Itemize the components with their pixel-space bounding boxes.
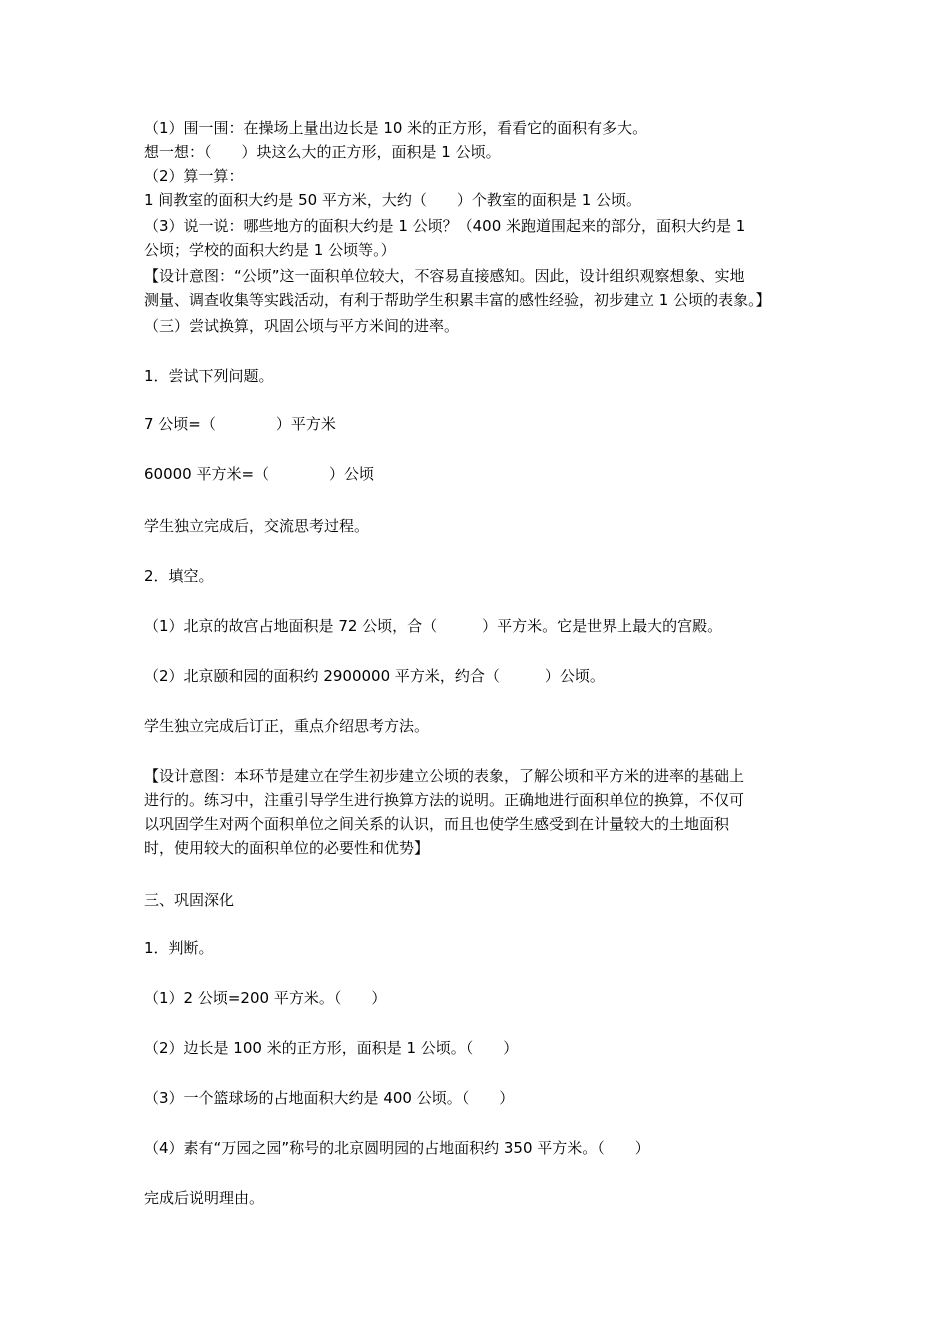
judge-title: 1．判断。 bbox=[144, 939, 214, 957]
calculate-heading: （2）算一算： bbox=[144, 167, 244, 185]
design-intent-2-line-4: 时，使用较大的面积单位的必要性和优势】 bbox=[144, 839, 430, 857]
activity-measure-line: （1）围一围：在操场上量出边长是 10 米的正方形，看看它的面积有多大。 bbox=[144, 119, 648, 137]
conversion-sqm-to-hectare: 60000 平方米=（ ）公顷 bbox=[144, 465, 375, 483]
fill-blank-summer-palace: （2）北京颐和园的面积约 2900000 平方米，约合（ ）公顷。 bbox=[144, 667, 605, 685]
design-intent-1-line-2: 测量、调查收集等实践活动，有利于帮助学生积累丰富的感性经验，初步建立 1 公顷的表象。】 bbox=[144, 291, 771, 309]
section-three-heading: （三）尝试换算，巩固公顷与平方米间的进率。 bbox=[144, 317, 460, 335]
try-problems-title: 1．尝试下列问题。 bbox=[144, 367, 274, 385]
judge-item-2: （2）边长是 100 米的正方形，面积是 1 公顷。（ ） bbox=[144, 1039, 519, 1057]
classroom-area-line: 1 间教室的面积大约是 50 平方米，大约（ ）个教室的面积是 1 公顷。 bbox=[144, 191, 642, 209]
fill-blank-palace: （1）北京的故宫占地面积是 72 公顷，合（ ）平方米。它是世界上最大的宫殿。 bbox=[144, 617, 723, 635]
design-intent-2-line-2: 进行的。练习中，注重引导学生进行换算方法的说明。正确地进行面积单位的换算，不仅可 bbox=[144, 791, 745, 809]
discuss-paragraph bbox=[144, 214, 812, 262]
design-intent-2 bbox=[144, 764, 812, 860]
design-intent-2-line-1: 【设计意图：本环节是建立在学生初步建立公顷的表象，了解公顷和平方米的进率的基础上 bbox=[144, 767, 745, 785]
try-problems-note: 学生独立完成后，交流思考过程。 bbox=[144, 517, 370, 535]
fill-blank-title: 2．填空。 bbox=[144, 567, 214, 585]
design-intent-1 bbox=[144, 264, 812, 312]
conversion-hectare-to-sqm: 7 公顷=（ ）平方米 bbox=[144, 415, 336, 433]
judge-item-1: （1）2 公顷=200 平方米。（ ） bbox=[144, 989, 387, 1007]
discuss-line-2: 公顷；学校的面积大约是 1 公顷等。） bbox=[144, 241, 396, 259]
think-line: 想一想：（ ）块这么大的正方形，面积是 1 公顷。 bbox=[144, 143, 501, 161]
design-intent-1-line-1: 【设计意图：“公顷”这一面积单位较大，不容易直接感知。因此，设计组织观察想象、实地 bbox=[144, 267, 745, 285]
discuss-line-1: （3）说一说：哪些地方的面积大约是 1 公顷？（400 米跑道围起来的部分，面积大约是 1 bbox=[144, 217, 746, 235]
consolidate-heading: 三、巩固深化 bbox=[144, 891, 235, 909]
design-intent-2-line-3: 以巩固学生对两个面积单位之间关系的认识，而且也使学生感受到在计量较大的土地面积 bbox=[144, 815, 730, 833]
fill-blank-note: 学生独立完成后订正，重点介绍思考方法。 bbox=[144, 717, 430, 735]
judge-item-3: （3）一个篮球场的占地面积大约是 400 公顷。（ ） bbox=[144, 1089, 515, 1107]
closing-note: 完成后说明理由。 bbox=[144, 1189, 265, 1207]
judge-item-4: （4）素有“万园之园”称号的北京圆明园的占地面积约 350 平方米。（ ） bbox=[144, 1139, 650, 1157]
